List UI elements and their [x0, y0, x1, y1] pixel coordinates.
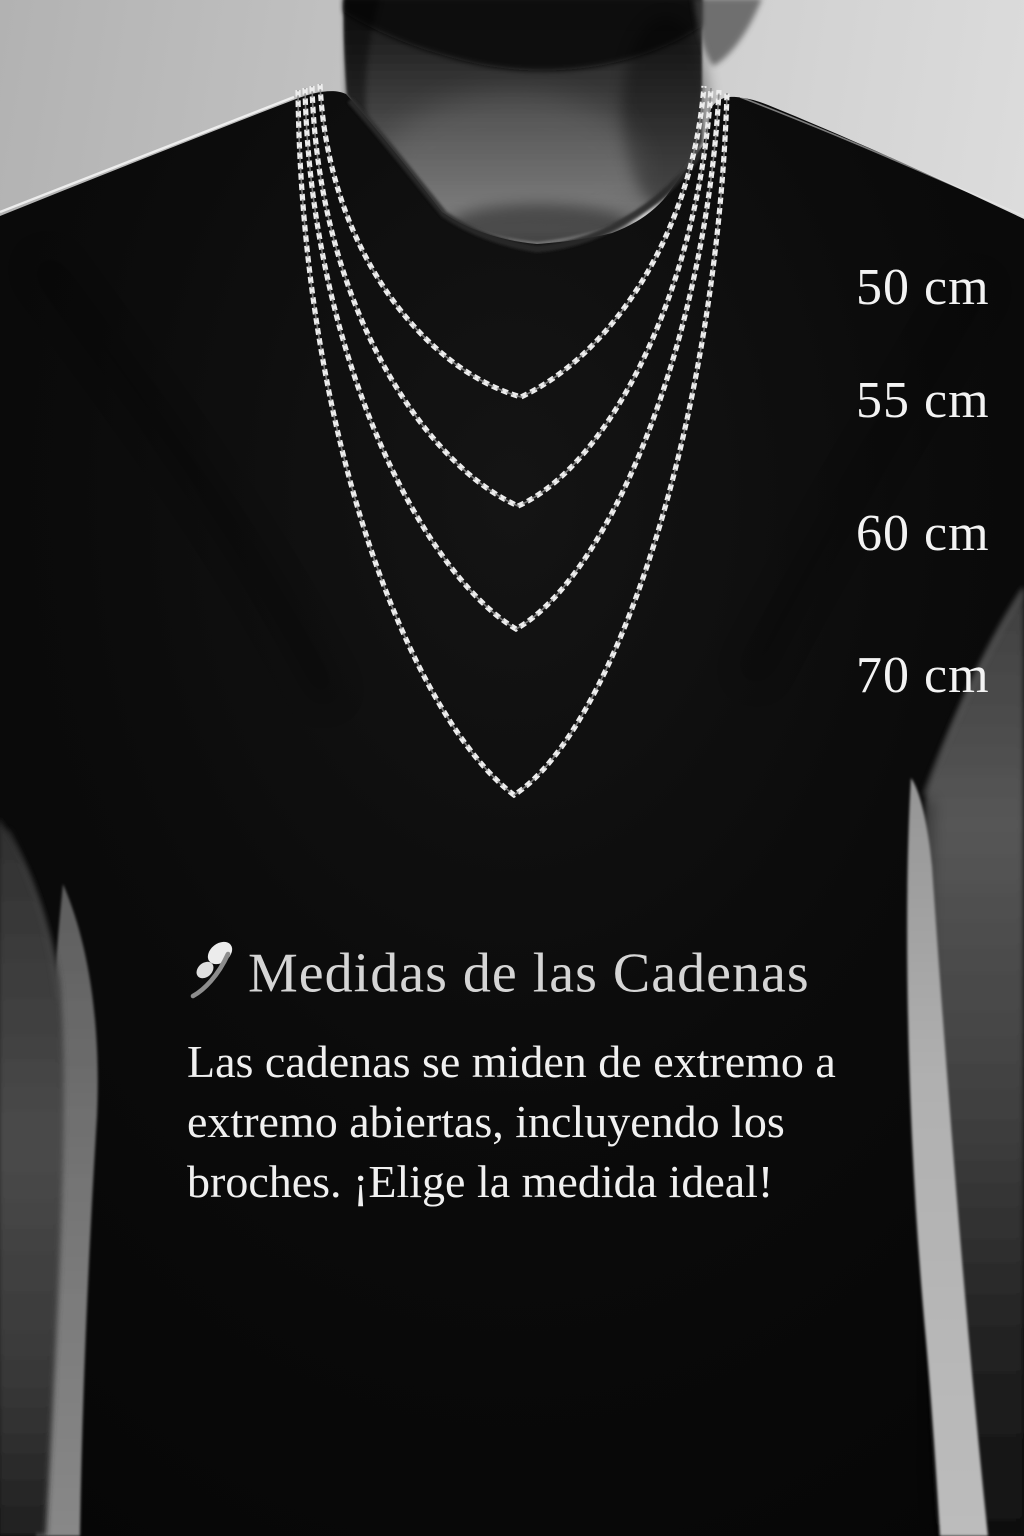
measure-label-55cm: 55 cm	[856, 372, 990, 430]
caption-line-3: broches. ¡Elige la medida ideal!	[187, 1156, 774, 1207]
caption-line-2: extremo abiertas, incluyendo los	[187, 1096, 785, 1147]
caption-line-1: Las cadenas se miden de extremo a	[187, 1036, 836, 1087]
measure-label-60cm: 60 cm	[856, 505, 990, 563]
section-title: Medidas de las Cadenas	[248, 942, 810, 1005]
measure-label-70cm: 70 cm	[856, 647, 990, 705]
caption-body	[187, 1032, 907, 1212]
feather-icon	[190, 938, 238, 1000]
measure-label-50cm: 50 cm	[856, 259, 990, 317]
